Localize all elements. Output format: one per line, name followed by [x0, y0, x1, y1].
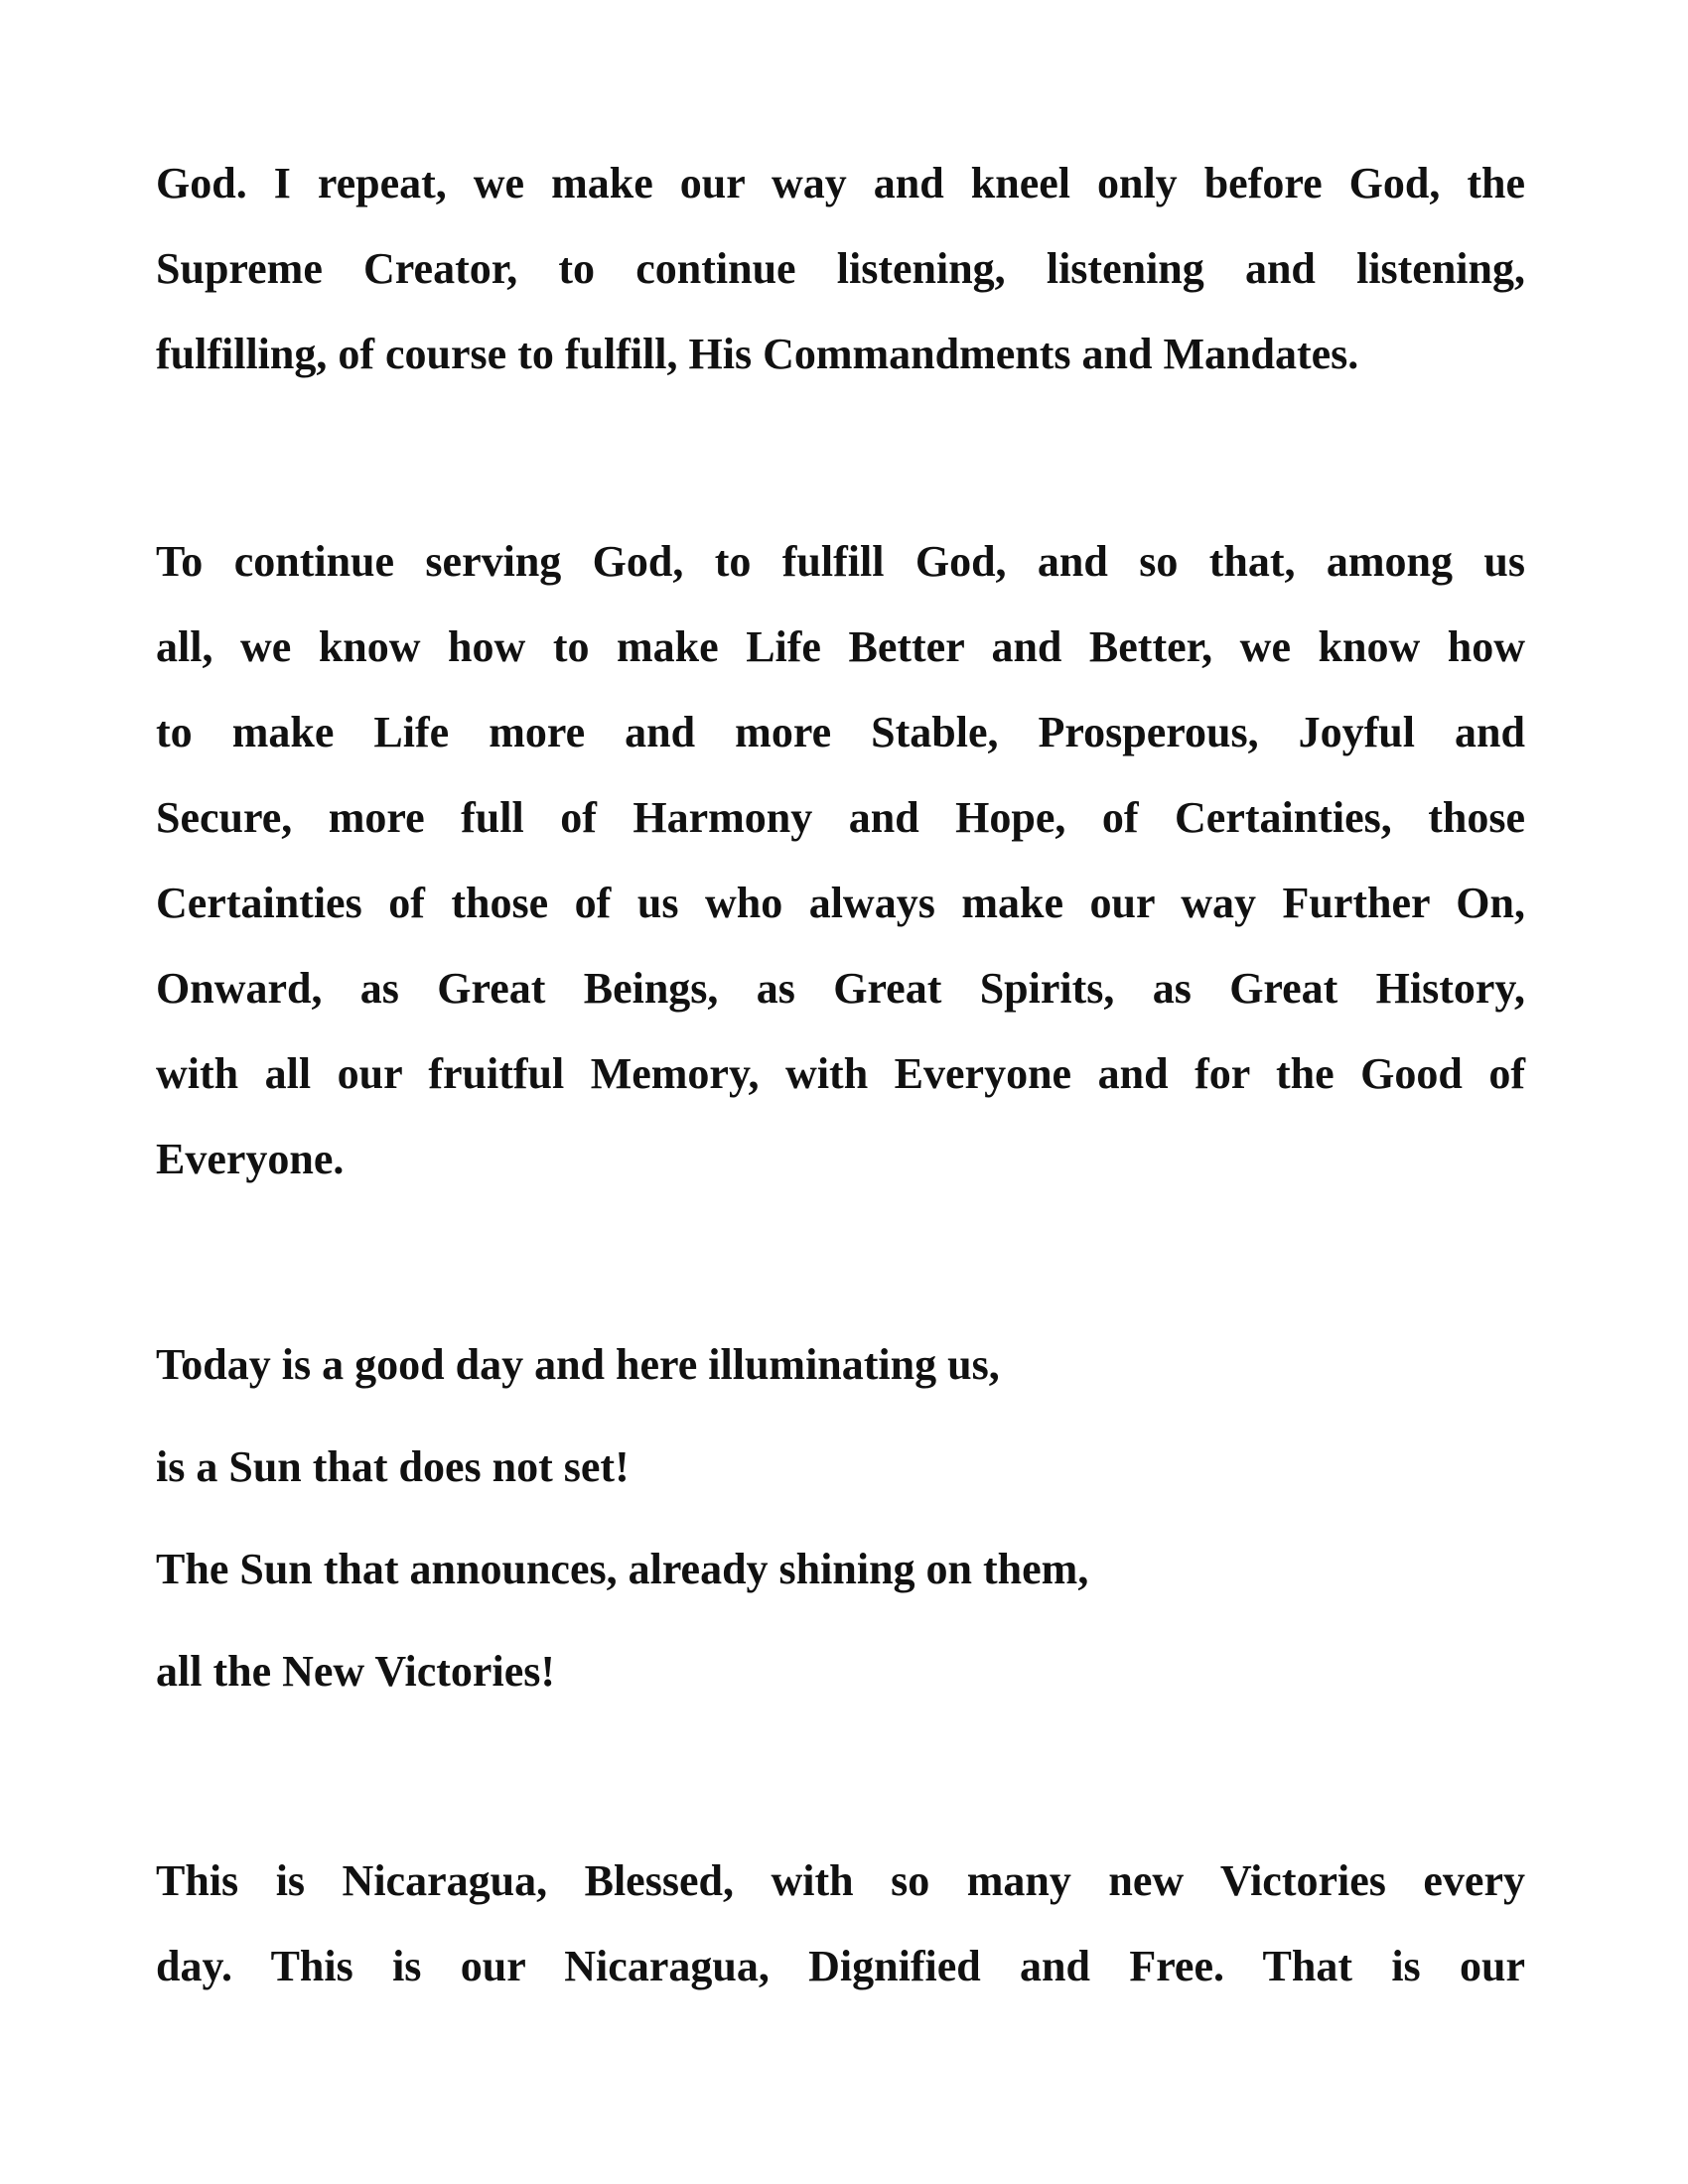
- poem-line: all the New Victories!: [156, 1647, 555, 1696]
- paragraph-2: [156, 519, 1525, 1202]
- paragraph-2-line: To continue serving God, to fulfill God, and so that, among us: [156, 537, 1525, 586]
- paragraph-1-line: Supreme Creator, to continue listening, listening and listening,: [156, 244, 1525, 293]
- paragraph-3-line: day. This is our Nicaragua, Dignified and Free. That is our: [156, 1942, 1525, 1990]
- paragraph-1: [156, 141, 1525, 397]
- poem-line: is a Sun that does not set!: [156, 1442, 630, 1491]
- poem-line: Today is a good day and here illuminating us,: [156, 1340, 1000, 1389]
- paragraph-2-line: Everyone.: [156, 1135, 345, 1183]
- paragraph-2-line: all, we know how to make Life Better and Better, we know how: [156, 622, 1525, 671]
- paragraph-2-line: to make Life more and more Stable, Prosperous, Joyful and: [156, 708, 1525, 756]
- paragraph-1-line: fulfilling, of course to fulfill, His Commandments and Mandates.: [156, 330, 1359, 378]
- paragraph-2-line: Secure, more full of Harmony and Hope, of Certainties, those: [156, 793, 1525, 842]
- paragraph-1-line: God. I repeat, we make our way and kneel only before God, the: [156, 159, 1525, 207]
- paragraph-2-line: with all our fruitful Memory, with Everyone and for the Good of: [156, 1049, 1525, 1098]
- poem-line: The Sun that announces, already shining on them,: [156, 1545, 1089, 1593]
- poem-verse: [156, 1313, 1525, 1722]
- paragraph-2-line: Onward, as Great Beings, as Great Spirits, as Great History,: [156, 964, 1525, 1013]
- paragraph-2-line: Certainties of those of us who always make our way Further On,: [156, 879, 1525, 927]
- paragraph-3-line: This is Nicaragua, Blessed, with so many new Victories every: [156, 1856, 1525, 1905]
- paragraph-3: [156, 1839, 1525, 2009]
